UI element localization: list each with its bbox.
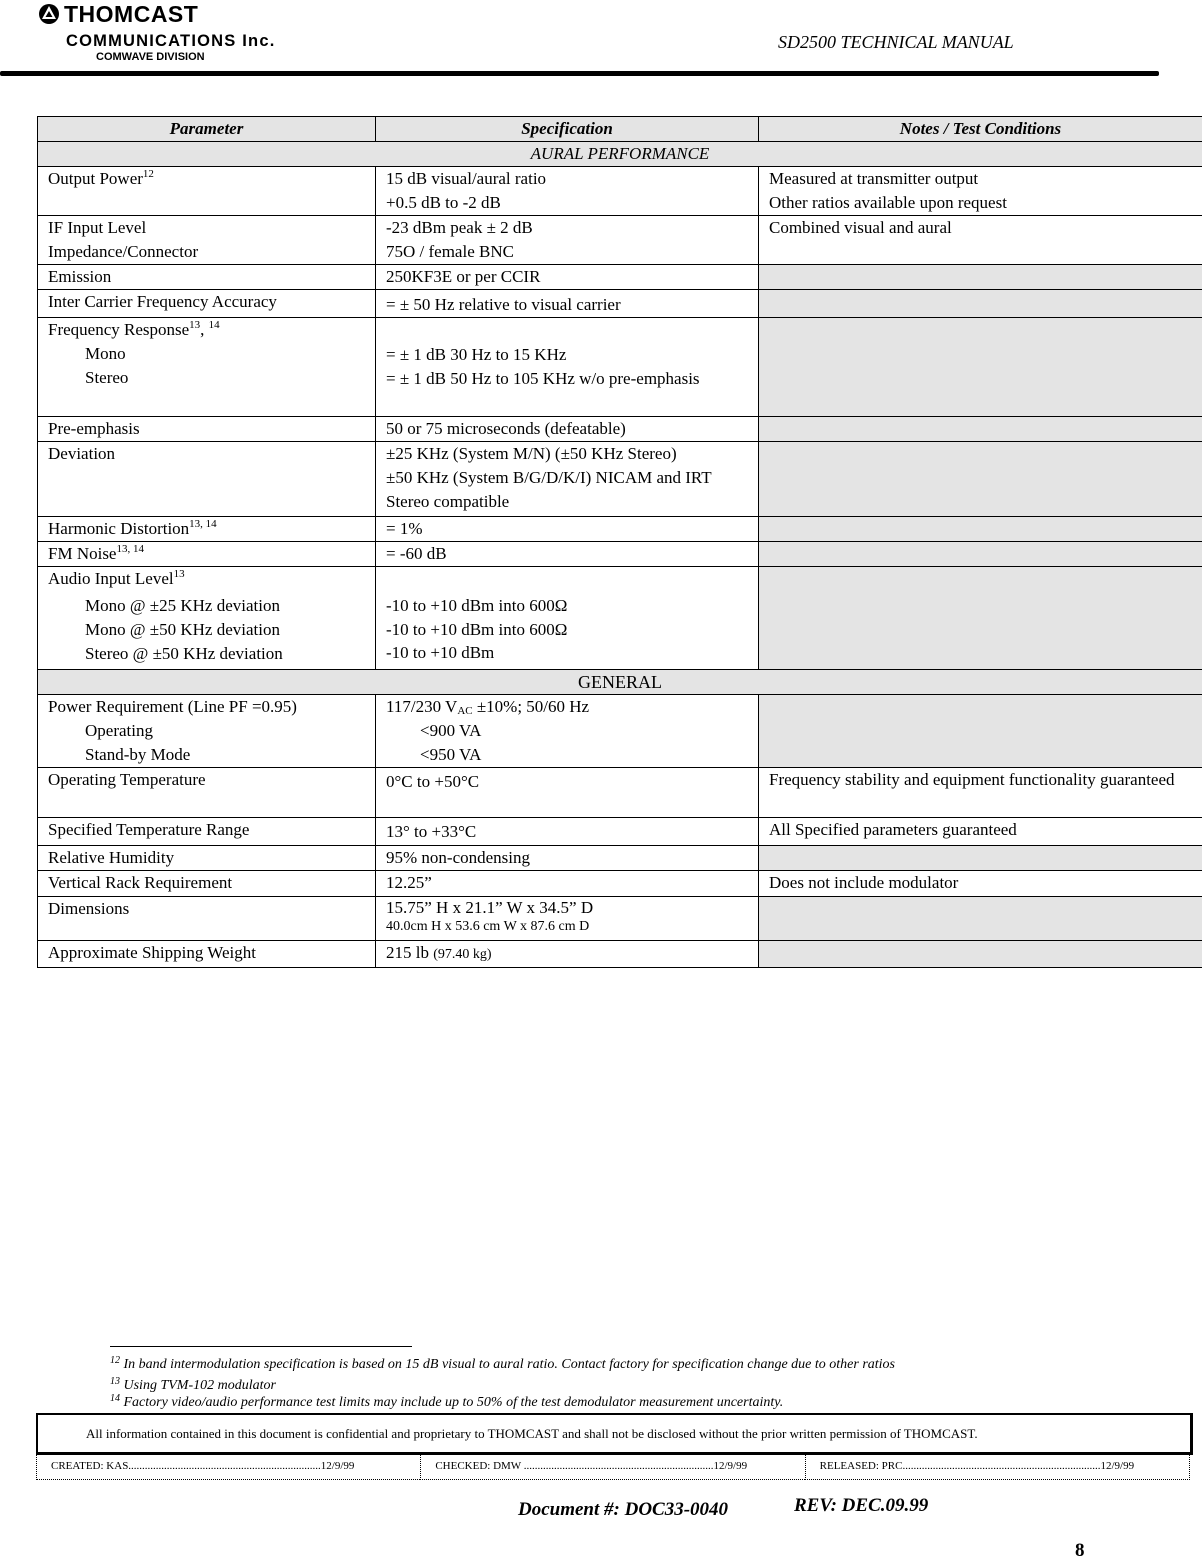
spec-cell: = -60 dB [376, 542, 759, 567]
table-row [38, 542, 1202, 567]
param-cell: Audio Input Level$^{13}$ Mono @ ±25 KHz deviation Mono @ ±50 KHz deviation Stereo @ ±50 KHz deviation [38, 567, 376, 670]
created-by: CREATED: KAS......................................................................12/9/99 [36, 1453, 420, 1480]
spec-cell: = ± 1 dB 30 Hz to 15 KHz = ± 1 dB 50 Hz to 105 KHz w/o pre-emphasis [376, 318, 759, 417]
spec-cell: 250KF3E or per CCIR [376, 265, 759, 290]
document-number: Document #: DOC33-0040 [518, 1499, 728, 1521]
thomcast-emblem-icon [38, 3, 60, 25]
spec-cell: 13° to +33°C [376, 818, 759, 846]
notes-cell [759, 417, 1202, 442]
company-logo [38, 2, 276, 64]
section-row-general [38, 670, 1202, 695]
param-cell: FM Noise$^{13, 14}$ [38, 542, 376, 567]
table-row [38, 167, 1202, 216]
notes-cell [759, 941, 1202, 968]
table-row [38, 567, 1202, 670]
notes-cell: All Specified parameters guaranteed [759, 818, 1202, 846]
param-cell: Power Requirement (Line PF =0.95) Operating Stand-by Mode [38, 695, 376, 768]
notes-cell [759, 897, 1202, 941]
notes-cell [759, 567, 1202, 670]
notes-cell [759, 318, 1202, 417]
notes-cell [759, 442, 1202, 517]
table-row [38, 290, 1202, 318]
signoff-row [36, 1453, 1190, 1480]
spec-cell: 95% non-condensing [376, 846, 759, 871]
table-row [38, 318, 1202, 417]
spec-cell: ±25 KHz (System M/N) (±50 KHz Stereo) ±50 KHz (System B/G/D/K/I) NICAM and IRT Stereo compatible [376, 442, 759, 517]
brand-subtitle: COMMUNICATIONS Inc. [66, 32, 276, 50]
section-row-aural [38, 142, 1202, 167]
param-cell: Pre-emphasis [38, 417, 376, 442]
table-row [38, 897, 1202, 941]
manual-title: SD2500 TECHNICAL MANUAL [778, 32, 1014, 53]
notes-cell [759, 542, 1202, 567]
section-title-aural: AURAL PERFORMANCE [38, 142, 1202, 167]
param-cell: Emission [38, 265, 376, 290]
table-row [38, 442, 1202, 517]
specification-table [37, 116, 1202, 968]
notes-cell [759, 290, 1202, 318]
column-header-parameter: Parameter [38, 117, 376, 142]
header-divider [0, 71, 1159, 76]
notes-cell: Does not include modulator [759, 871, 1202, 897]
table-row [38, 846, 1202, 871]
notes-cell: Measured at transmitter output Other ratios available upon request [759, 167, 1202, 216]
param-cell: Inter Carrier Frequency Accuracy [38, 290, 376, 318]
table-row [38, 216, 1202, 265]
released-by: RELEASED: PRC........................................................................12/9/99 [805, 1453, 1190, 1480]
param-cell: Vertical Rack Requirement [38, 871, 376, 897]
table-row [38, 768, 1202, 818]
spec-cell: 117/230 $V_{AC} \pm 10\%$; 50/60 Hz <900 VA <950 VA [376, 695, 759, 768]
table-row [38, 941, 1202, 968]
table-row [38, 417, 1202, 442]
footnote-13: $^{13}$ Using TVM-102 modulator [110, 1377, 276, 1394]
param-cell: IF Input Level Impedance/Connector [38, 216, 376, 265]
brand-name: THOMCAST [64, 2, 198, 26]
table-row [38, 695, 1202, 768]
table-row [38, 517, 1202, 542]
spec-cell: -23 dBm peak ± 2 dB 75O / female BNC [376, 216, 759, 265]
division-name: COMWAVE DIVISION [96, 50, 276, 64]
param-cell: Deviation [38, 442, 376, 517]
spec-cell: 15 dB visual/aural ratio +0.5 dB to -2 dB [376, 167, 759, 216]
spec-cell: = ± 50 Hz relative to visual carrier [376, 290, 759, 318]
notes-cell [759, 695, 1202, 768]
param-cell: Operating Temperature [38, 768, 376, 818]
spec-cell: 215 lb (97.40 kg) [376, 941, 759, 968]
checked-by: CHECKED: DMW .....................................................................12/9/99 [420, 1453, 804, 1480]
spec-cell: 15.75” H x 21.1” W x 34.5” D 40.0cm H x 53.6 cm W x 87.6 cm D [376, 897, 759, 941]
param-cell: Approximate Shipping Weight [38, 941, 376, 968]
param-cell: Dimensions [38, 897, 376, 941]
table-row [38, 818, 1202, 846]
table-row [38, 265, 1202, 290]
footnote-14: $^{14}$ Factory video/audio performance test limits may include up to 50% of the test demodulator measurement uncertainty. [110, 1394, 783, 1411]
param-cell: Output Power$^{12}$ [38, 167, 376, 216]
column-header-notes: Notes / Test Conditions [759, 117, 1202, 142]
notes-cell [759, 846, 1202, 871]
spec-cell: 0°C to +50°C [376, 768, 759, 818]
spec-cell: -10 to +10 dBm into 600Ω -10 to +10 dBm into 600Ω -10 to +10 dBm [376, 567, 759, 670]
table-row [38, 871, 1202, 897]
param-cell: Harmonic Distortion$^{13, 14}$ [38, 517, 376, 542]
param-cell: Frequency Response$^{13}$, $^{14}$ Mono Stereo [38, 318, 376, 417]
param-cell: Specified Temperature Range [38, 818, 376, 846]
footnote-12: $^{12}$ In band intermodulation specification is based on 15 dB visual to aural ratio. Contact factory for specification change due to other ratios [110, 1356, 895, 1373]
footnote-divider [110, 1346, 412, 1347]
notes-cell [759, 265, 1202, 290]
spec-cell: 50 or 75 microseconds (defeatable) [376, 417, 759, 442]
notes-cell [759, 517, 1202, 542]
notes-cell: Combined visual and aural [759, 216, 1202, 265]
table-header-row [38, 117, 1202, 142]
page-number: 8 [1075, 1540, 1085, 1562]
notes-cell: Frequency stability and equipment functionality guaranteed [759, 768, 1202, 818]
revision: REV: DEC.09.99 [794, 1495, 928, 1517]
confidentiality-notice: All information contained in this document is confidential and proprietary to THOMCAST and shall not be disclosed without the prior written permission of THOMCAST. [36, 1413, 1193, 1455]
spec-cell: = 1% [376, 517, 759, 542]
param-cell: Relative Humidity [38, 846, 376, 871]
section-title-general: GENERAL [38, 670, 1202, 695]
column-header-specification: Specification [376, 117, 759, 142]
spec-cell: 12.25” [376, 871, 759, 897]
